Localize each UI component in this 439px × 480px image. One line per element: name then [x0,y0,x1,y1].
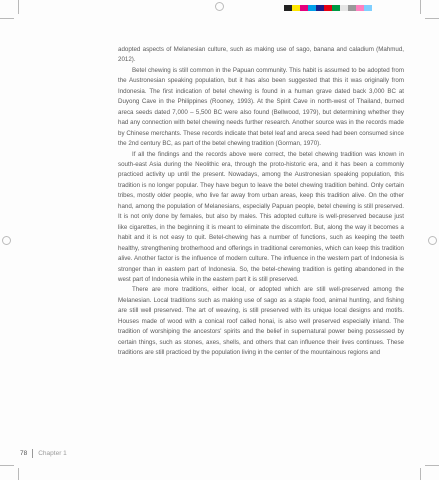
color-swatch [356,5,364,11]
body-text [118,45,404,359]
color-swatch [316,5,324,11]
crop-mark [18,0,19,14]
color-swatch [292,5,300,11]
crop-mark [425,465,439,466]
paragraph: Betel chewing is still common in the Papuan community. This habit is assumed to be adopted from the Austronesian speaking population, but it has also been suggested that this it was originally from Indonesia. The first indication of betel chewing is found in a human grave dated back 3,000 BC at Duyong Cave in the Philippines (Rooney, 1993). At the Spirit Cave in north-west of Thailand, burned areca seeds dated 7,000 – 5,500 BC were also found (Bellwood, 1979), but determining whether they had any connection with betel chewing needs further research. Another source was in the records made by Chinese merchants. These records indicate that betel leaf and areca seed had been consumed since the 2nd century BC, as part of the betel chewing tradition (Gorman, 1970). [118,66,404,148]
page-footer [20,448,67,458]
crop-mark [420,468,421,480]
color-swatch [324,5,332,11]
crop-mark [420,0,421,14]
registration-mark-icon [2,236,11,245]
crop-mark [0,465,14,466]
crop-mark [18,468,19,480]
registration-mark-icon [428,236,437,245]
registration-mark-icon [215,2,224,11]
crop-mark [425,18,439,19]
paragraph: If all the findings and the records above were correct, the betel chewing tradition was known in south-east Asia during the Neolithic era, through the proto-historic era, and it has been a commonly practiced activity up until the present. Nowadays, among the Austronesian speaking population, this tradition is no longer popular. They have begun to leave the betel chewing tradition behind. Only certain tribes, mostly older people, who live far away from urban areas, keep this tradition alive. On the other hand, among the population of Melanesians, especially Papuan people, betel chewing is still preserved. It is not only done by females, but also by males. This adopted culture is well-preserved because just like cigarettes, in the beginning it is meant to eliminate the discomfort. But, along the way it becomes a habit and it is not easy to quit. Betel-chewing has a number of functions, such as keeping the teeth healthy, strengthening brotherhood and offerings in traditional ceremonies, which can keep this tradition alive. Another factor is the influence of modern culture. The influence in the western part of Indonesia is stronger than in eastern part of Indonesia. So, the betel-chewing tradition is getting abandoned in the west part of Indonesia while in the eastern part it is still preserved. [118,150,404,283]
color-swatch [300,5,308,11]
color-swatch [340,5,348,11]
color-swatch [332,5,340,11]
color-swatch [284,5,292,11]
paragraph: adopted aspects of Melanesian culture, such as making use of sago, banana and caladium (Mahmud, 2012). [118,46,404,64]
color-calibration-bar [284,5,372,11]
color-swatch [348,5,356,11]
page-number: 78 [20,449,28,457]
color-swatch [364,5,372,11]
chapter-label: Chapter 1 [38,449,67,457]
crop-mark [0,18,14,19]
paragraph: There are more traditions, either local, or adopted which are still well-preserved among the Melanesian. Local traditions such as making use of sago as a staple food, animal hunting, and fishing are still well preserved. The art of weaving, is still preserved with its unique local designs and motifs. Houses made of wood with a conical roof called honai, is also well preserved especially inland. The tradition of worshiping the ancestors' spirits and the belief in supernatural power being possessed by certain things, such as stones, axes, shells, and others that can influence their lives continues. These traditions are still practiced by the population living in the center of the mountainous regions and [118,286,404,357]
color-swatch [308,5,316,11]
footer-divider [32,449,33,458]
